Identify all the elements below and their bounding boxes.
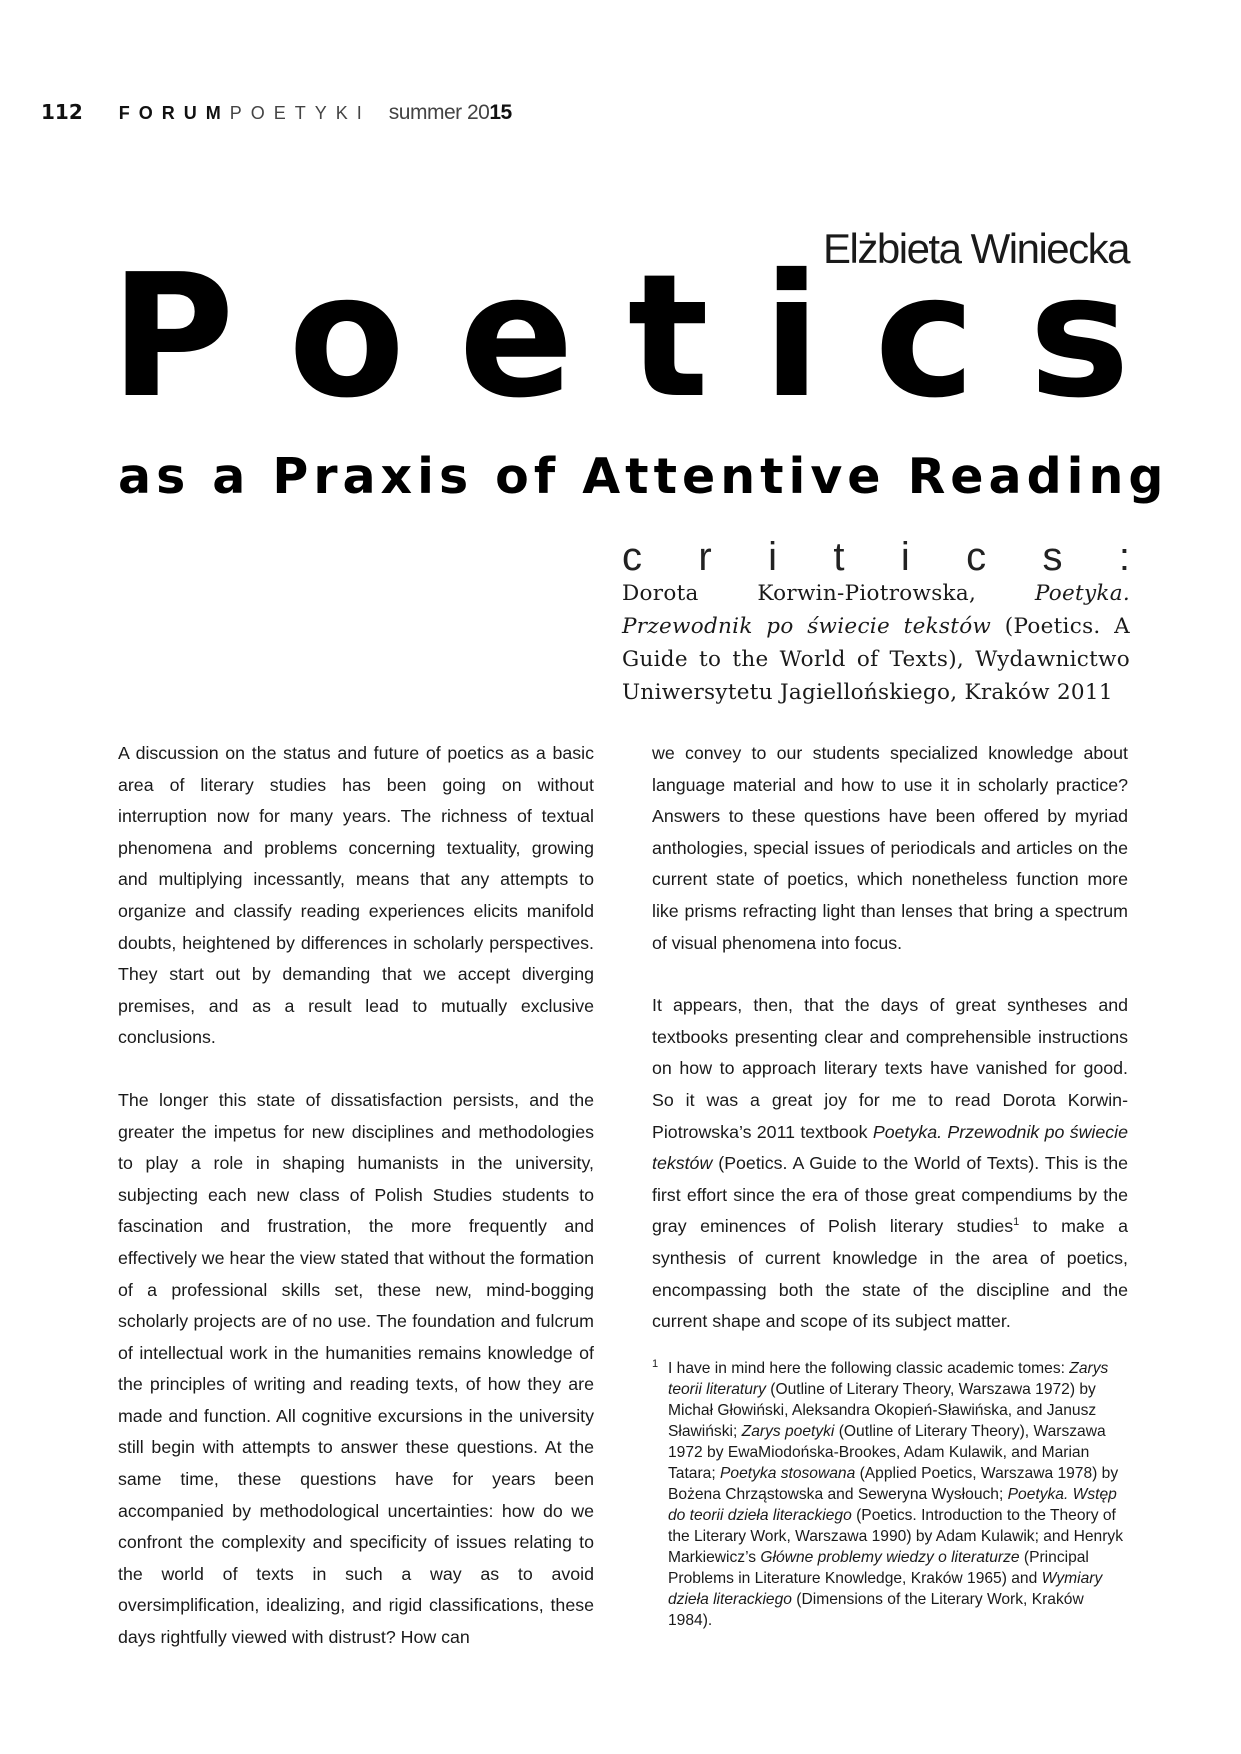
footnote-text [668,1358,1128,1631]
journal-name-bold: FORUM [118,103,230,123]
issue-year-end: 15 [489,101,512,124]
footnote-title: Poetyka stosowana [720,1464,856,1482]
title-letter: c [874,238,976,436]
issue-season [389,101,512,125]
title-letter: i [762,238,821,436]
critics-label [622,537,1130,577]
body-paragraph: we convey to our students specialized knowledge about language material and how to use it in scholarly practice? Answers to these questions have been offered by myriad anthologies, special issues of periodicals and articles on the current state of poetics, which nonetheless function more like prisms refracting light than lenses that bring a spectrum of visual phenomena into focus. [652,743,1128,953]
reviewed-book-details: (Poetics. A Guide to the World of Texts), Wydawnictwo Uniwersytetu Jagiellońskiego, Kraków 2011 [622,614,1130,705]
title-letter: P [110,238,235,436]
critics-letter: i [900,535,910,579]
reviewed-book-title: Poetyka. Przewodnik po świecie tekstów [622,581,1130,639]
reviewed-book-author: Dorota Korwin-Piotrowska, [622,581,1035,606]
critics-letter: r [698,535,712,579]
footnote [652,1358,1128,1631]
footnote-part: I have in mind here the following classic academic tomes: [668,1359,1070,1377]
body-text: to make a synthesis of current knowledge in the area of poetics, encompassing both the state of the discipline and the current shape and scope of its subject matter. [652,1216,1128,1332]
body-column-left [118,738,594,1654]
article-subtitle: as a Praxis of Attentive Reading [118,448,1169,505]
critics-letter: i [768,535,777,579]
footnote-title: Zarys teorii literatury [668,1359,1109,1398]
reviewed-book [622,577,1130,709]
body-paragraph: The longer this state of dissatisfaction persists, and the greater the impetus for new disciplines and methodologies to play a role in shaping humanists in the university, subjecting each new class of Polish Studies students to fascination and frustration, the more frequently and effectively we hear the view stated that without the formation of a professional skills set, these new, mind-bogging scholarly projects are of no use. The foundation and fulcrum of intellectual work in the humanities remains knowledge of the principles of writing and reading texts, of how they are made and function. All cognitive excursions in the university still begin with attempts to answer these questions. At the same time, these questions have for years been accompanied by methodological uncertainties: how do we confront the complexity and specificity of issues relating to the world of texts in such a way as to avoid oversimplification, idealizing, and rigid classifications, these days rightfully viewed with distrust? How can [118,1089,594,1648]
footnote-title: Wymiary dzieła literackiego [668,1569,1103,1608]
critics-letter: : [1118,535,1130,579]
body-column-right [652,738,1128,1631]
footnote-title: Główne problemy wiedzy o literaturze [760,1548,1020,1566]
footnote-part: (Poetics. Introduction to the Theory of the Literary Work, Warszawa 1990) by Adam Kulawik; and Henryk Markiewicz’s [668,1506,1124,1566]
footnote-part: (Applied Poetics, Warszawa 1978) by Bożena Chrząstowska and Seweryna Wysłouch; [668,1464,1119,1503]
title-letter: e [458,238,574,436]
footnote-part: (Dimensions of the Literary Work, Kraków 1984). [668,1590,1084,1629]
critics-letter: t [833,535,845,579]
footnote-title: Zarys poetyki [741,1422,835,1440]
footnote-part: (Principal Problems in Literature Knowledge, Kraków 1965) and [668,1548,1089,1587]
article-author: Elżbieta Winiecka [823,225,1129,272]
issue-season-text: summer 20 [388,101,490,124]
footnote-title: Poetyka. Wstęp do teorii dzieła literackiego [668,1485,1117,1524]
footnote-part: (Outline of Literary Theory, Warszawa 1972) by Michał Głowiński, Aleksandra Okopień-Sławińska, and Janusz Sławiński; [668,1380,1097,1440]
page-number: 112 [41,100,83,124]
book-title-italic: Poetyka. Przewodnik po świecie tekstów [652,1121,1128,1174]
body-text: It appears, then, that the days of great syntheses and textbooks presenting clear and comprehensible instructions on how to approach literary texts have vanished for good. So it was a great joy for me to read Dorota Korwin-Piotrowska’s 2011 textbook [652,995,1128,1142]
journal-name-light: POETYKI [229,103,371,123]
title-letter: t [627,238,709,436]
body-paragraph: A discussion on the status and future of poetics as a basic area of literary studies has been going on without interruption now for many years. The richness of textual phenomena and problems concerning textuality, growing and multiplying incessantly, means that any attempts to organize and classify reading experiences elicits manifold doubts, heightened by differences in scholarly perspectives. They start out by demanding that we accept diverging premises, and as a result lead to mutually exclusive conclusions. [118,743,594,1048]
critics-letter: c [622,535,642,579]
critics-letter: s [1042,535,1063,579]
footnote-number: 1 [652,1357,659,1370]
title-letter: s [1028,238,1130,436]
footnote-part: (Outline of Literary Theory), Warszawa 1972 by EwaMiodońska-Brookes, Adam Kulawik, and Marian Tatara; [668,1422,1106,1482]
running-header [41,100,512,124]
body-text: (Poetics. A Guide to the World of Texts). This is the first effort since the era of those great compendiums by the gray eminences of Polish literary studies [652,1153,1128,1237]
critics-letter: c [966,535,987,579]
body-paragraph [652,990,1128,1338]
footnote-ref: 1 [1013,1216,1020,1229]
title-letter: o [288,238,406,436]
